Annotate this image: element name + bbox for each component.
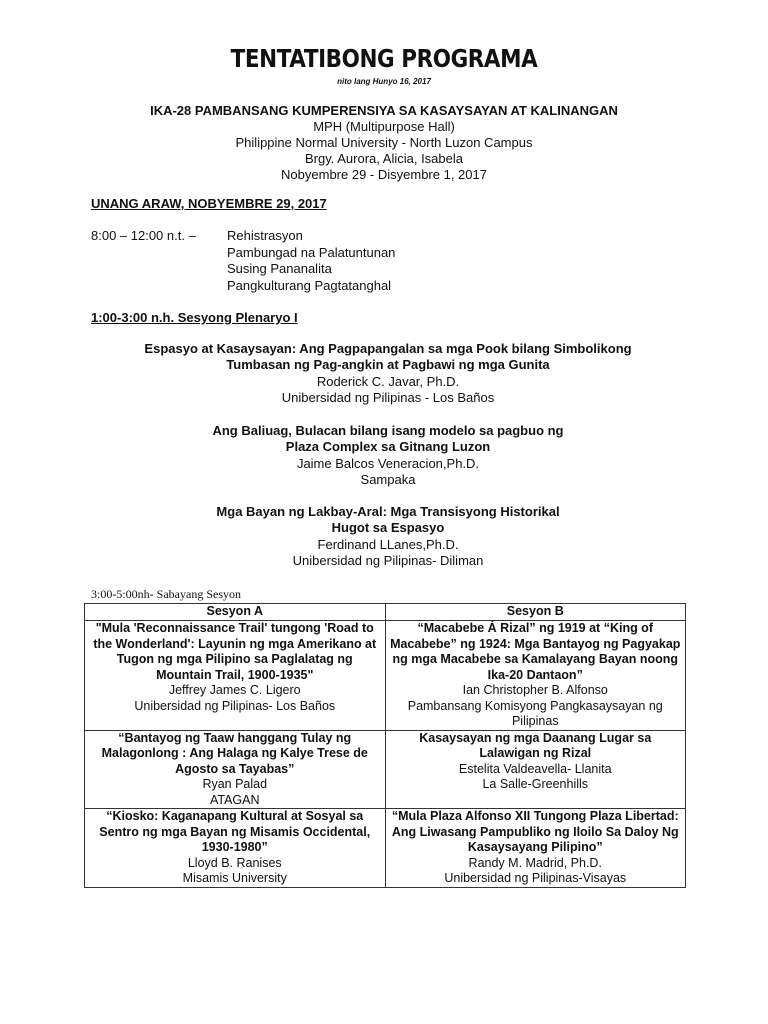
parallel-session-heading: 3:00-5:00nh- Sabayang Sesyon xyxy=(91,587,241,601)
session-b-cell xyxy=(385,621,686,731)
talk-speaker: Jaime Balcos Veneracion,Ph.D. xyxy=(296,455,480,471)
conference-dates: Nobyembre 29 - Disyembre 1, 2017 xyxy=(281,167,487,182)
paper-title: “Macabebe Á Rizal” ng 1919 at “King of Macabebe” ng 1924: Mga Bantayog ng Pagyakap ng mga Macabebe sa Kamalayang Bayan noong Ika-20 Dantaon” xyxy=(390,621,681,682)
session-b-cell xyxy=(385,809,686,888)
talk-title-line: Ang Baliuag, Bulacan bilang isang modelo sa pagbuo ng xyxy=(212,423,564,438)
document-title: TENTATIBONG PROGRAMA xyxy=(230,44,538,73)
conference-venue: MPH (Multipurpose Hall) xyxy=(313,119,455,134)
talk-title-line: Tumbasan ng Pag-angkin at Pagbawi ng mga Gunita xyxy=(226,357,550,373)
plenary-talk xyxy=(90,504,686,569)
paper-title: “Kiosko: Kaganapang Kultural at Sosyal sa Sentro ng mga Bayan ng Misamis Occidental, 1930-1980” xyxy=(99,809,371,854)
table-row xyxy=(85,809,686,888)
paper-speaker: Randy M. Madrid, Ph.D. xyxy=(468,855,602,870)
talk-affiliation: Unibersidad ng Pilipinas- Diliman xyxy=(292,552,484,568)
event-item: Rehistrasyon xyxy=(227,228,303,243)
conference-university: Philippine Normal University - North Luzon Campus xyxy=(235,135,533,150)
paper-title: “Mula Plaza Alfonso XII Tungong Plaza Libertad: Ang Liwasang Pampubliko ng Iloilo Sa Daloy Ng Kasaysayang Pilipino” xyxy=(391,809,679,854)
paper-affiliation: Misamis University xyxy=(182,871,287,885)
column-header-session-b: Sesyon B xyxy=(385,604,686,621)
talk-title-line: Mga Bayan ng Lakbay-Aral: Mga Transisyong Historikal xyxy=(216,504,560,519)
paper-speaker: Ian Christopher B. Alfonso xyxy=(462,683,608,697)
session-b-cell xyxy=(385,730,686,809)
revision-note: nito lang Hunyo 16, 2017 xyxy=(337,77,431,86)
talk-title-line: Espasyo at Kasaysayan: Ang Pagpapangalan sa mga Pook bilang Simbolikong xyxy=(144,341,632,356)
table-row xyxy=(85,621,686,731)
table-header-row xyxy=(85,604,686,621)
talk-affiliation: Unibersidad ng Pilipinas - Los Baños xyxy=(281,389,495,405)
session-a-cell xyxy=(85,809,386,888)
paper-speaker: Ryan Palad xyxy=(202,777,268,791)
session-a-cell xyxy=(85,621,386,731)
plenary-heading: 1:00-3:00 n.h. Sesyong Plenaryo I xyxy=(91,310,298,325)
session-table xyxy=(84,603,686,888)
morning-time: 8:00 – 12:00 n.t. – xyxy=(91,228,196,243)
plenary-talk xyxy=(90,341,686,406)
column-header-session-a: Sesyon A xyxy=(85,604,386,621)
paper-title: Kasaysayan ng mga Daanang Lugar sa Lalawigan ng Rizal xyxy=(419,730,652,760)
day-heading: UNANG ARAW, NOBYEMBRE 29, 2017 xyxy=(91,196,327,211)
paper-speaker: Lloyd B. Ranises xyxy=(187,855,282,870)
conference-info xyxy=(0,103,768,183)
morning-events xyxy=(227,228,395,294)
session-a-cell xyxy=(85,730,386,809)
paper-speaker: Jeffrey James C. Ligero xyxy=(168,683,301,697)
paper-speaker: Estelita Valdeavella- Llanita xyxy=(458,761,612,776)
event-item: Pambungad na Palatuntunan xyxy=(227,244,396,260)
talk-title-line: Plaza Complex sa Gitnang Luzon xyxy=(285,439,491,455)
paper-title: “Bantayog ng Taaw hanggang Tulay ng Malagonlong : Ang Halaga ng Kalye Trese de Agosto sa Tayabas” xyxy=(101,730,368,776)
conference-name: IKA-28 PAMBANSANG KUMPERENSIYA SA KASAYSAYAN AT KALINANGAN xyxy=(150,103,618,118)
talk-affiliation: Sampaka xyxy=(360,471,416,487)
paper-affiliation: Pambansang Komisyong Pangkasaysayan ng Pilipinas xyxy=(407,698,663,728)
paper-affiliation: ATAGAN xyxy=(209,792,260,807)
talk-speaker: Roderick C. Javar, Ph.D. xyxy=(316,373,460,389)
event-item: Susing Pananalita xyxy=(227,261,332,276)
conference-address: Brgy. Aurora, Alicia, Isabela xyxy=(304,151,463,166)
event-item: Pangkulturang Pagtatanghal xyxy=(227,277,392,293)
paper-title: "Mula 'Reconnaissance Trail' tungong 'Road to the Wonderland': Layunin ng mga Amerikano at Tugon ng mga Pilipino sa Paglalatag ng Mountain Trail, 1900-1935" xyxy=(93,621,377,682)
talk-title-line: Hugot sa Espasyo xyxy=(331,520,445,536)
talk-speaker: Ferdinand LLanes,Ph.D. xyxy=(317,536,459,552)
plenary-talk xyxy=(90,423,686,488)
paper-affiliation: Unibersidad ng Pilipinas-Visayas xyxy=(444,871,627,885)
paper-affiliation: La Salle-Greenhills xyxy=(482,777,589,791)
paper-affiliation: Unibersidad ng Pilipinas- Los Baños xyxy=(134,698,336,713)
table-row xyxy=(85,730,686,809)
